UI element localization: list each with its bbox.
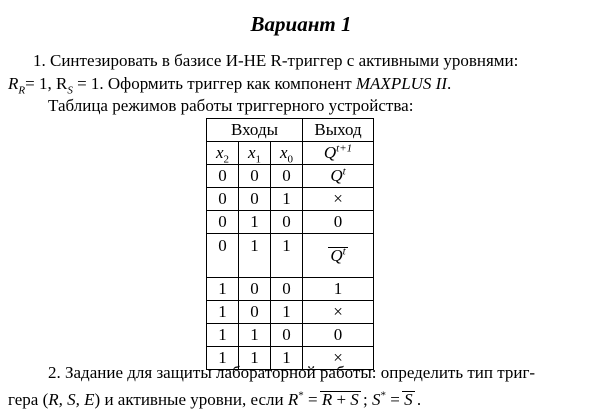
col-q: $Q^{t+1}$ [303, 142, 374, 165]
task1-text: = 1. Оформить триггер как компонент [72, 74, 356, 93]
col-x0: $x_0$ [271, 142, 303, 165]
table-row: 0 0 0 $Q^t$ [207, 165, 374, 188]
formula-s: S* = S [372, 389, 413, 409]
q-cell: × [303, 347, 374, 370]
r-letter: R [8, 74, 19, 93]
table-row: 0 1 0 0 [207, 211, 374, 234]
q-cell: 1 [303, 278, 374, 301]
task2-line2: гера (R, S, E) и активные уровни, если R* = R + S ; S* = S . [8, 389, 422, 409]
table-row: 1 1 0 0 [207, 324, 374, 347]
task2-line1: 2. Задание для защиты лабораторной работы: определить тип триг- [48, 363, 536, 382]
task1-line1: 1. Синтезировать в базисе И-НЕ R-триггер с активными уровнями: [33, 51, 519, 70]
output-header: Выход [303, 119, 374, 142]
table-row: 1 1 1 × [207, 347, 374, 370]
table-row: 1 0 0 1 [207, 278, 374, 301]
q-cell: 0 [303, 324, 374, 347]
r-sub: R [18, 84, 26, 97]
task1-line3: Таблица режимов работы триггерного устройства: [48, 96, 414, 115]
q-cell: × [303, 301, 374, 324]
formula-r: R* = R + S [287, 389, 359, 409]
q-cell: 0 [303, 211, 374, 234]
q-cell: $Q^t$ [303, 234, 374, 278]
modes-table [206, 118, 374, 370]
col-x2: $x_2$ [207, 142, 239, 165]
table-row: 1 0 1 × [207, 301, 374, 324]
inputs-header: Входы [207, 119, 303, 142]
col-x1: $x_1$ [239, 142, 271, 165]
task1-line2 [8, 74, 452, 97]
table-row: 0 1 1 $Q^t$ [207, 234, 374, 278]
r-value: = 1, R [25, 74, 68, 93]
table-row: 0 0 1 × [207, 188, 374, 211]
page-title: Вариант 1 [250, 12, 352, 36]
q-cell: $Q^t$ [303, 165, 374, 188]
q-cell: × [303, 188, 374, 211]
trigger-vars: R, S, E [48, 390, 95, 409]
period: . [447, 74, 452, 93]
s-sub: S [67, 84, 73, 97]
maxplus-name: MAXPLUS II [355, 74, 448, 93]
